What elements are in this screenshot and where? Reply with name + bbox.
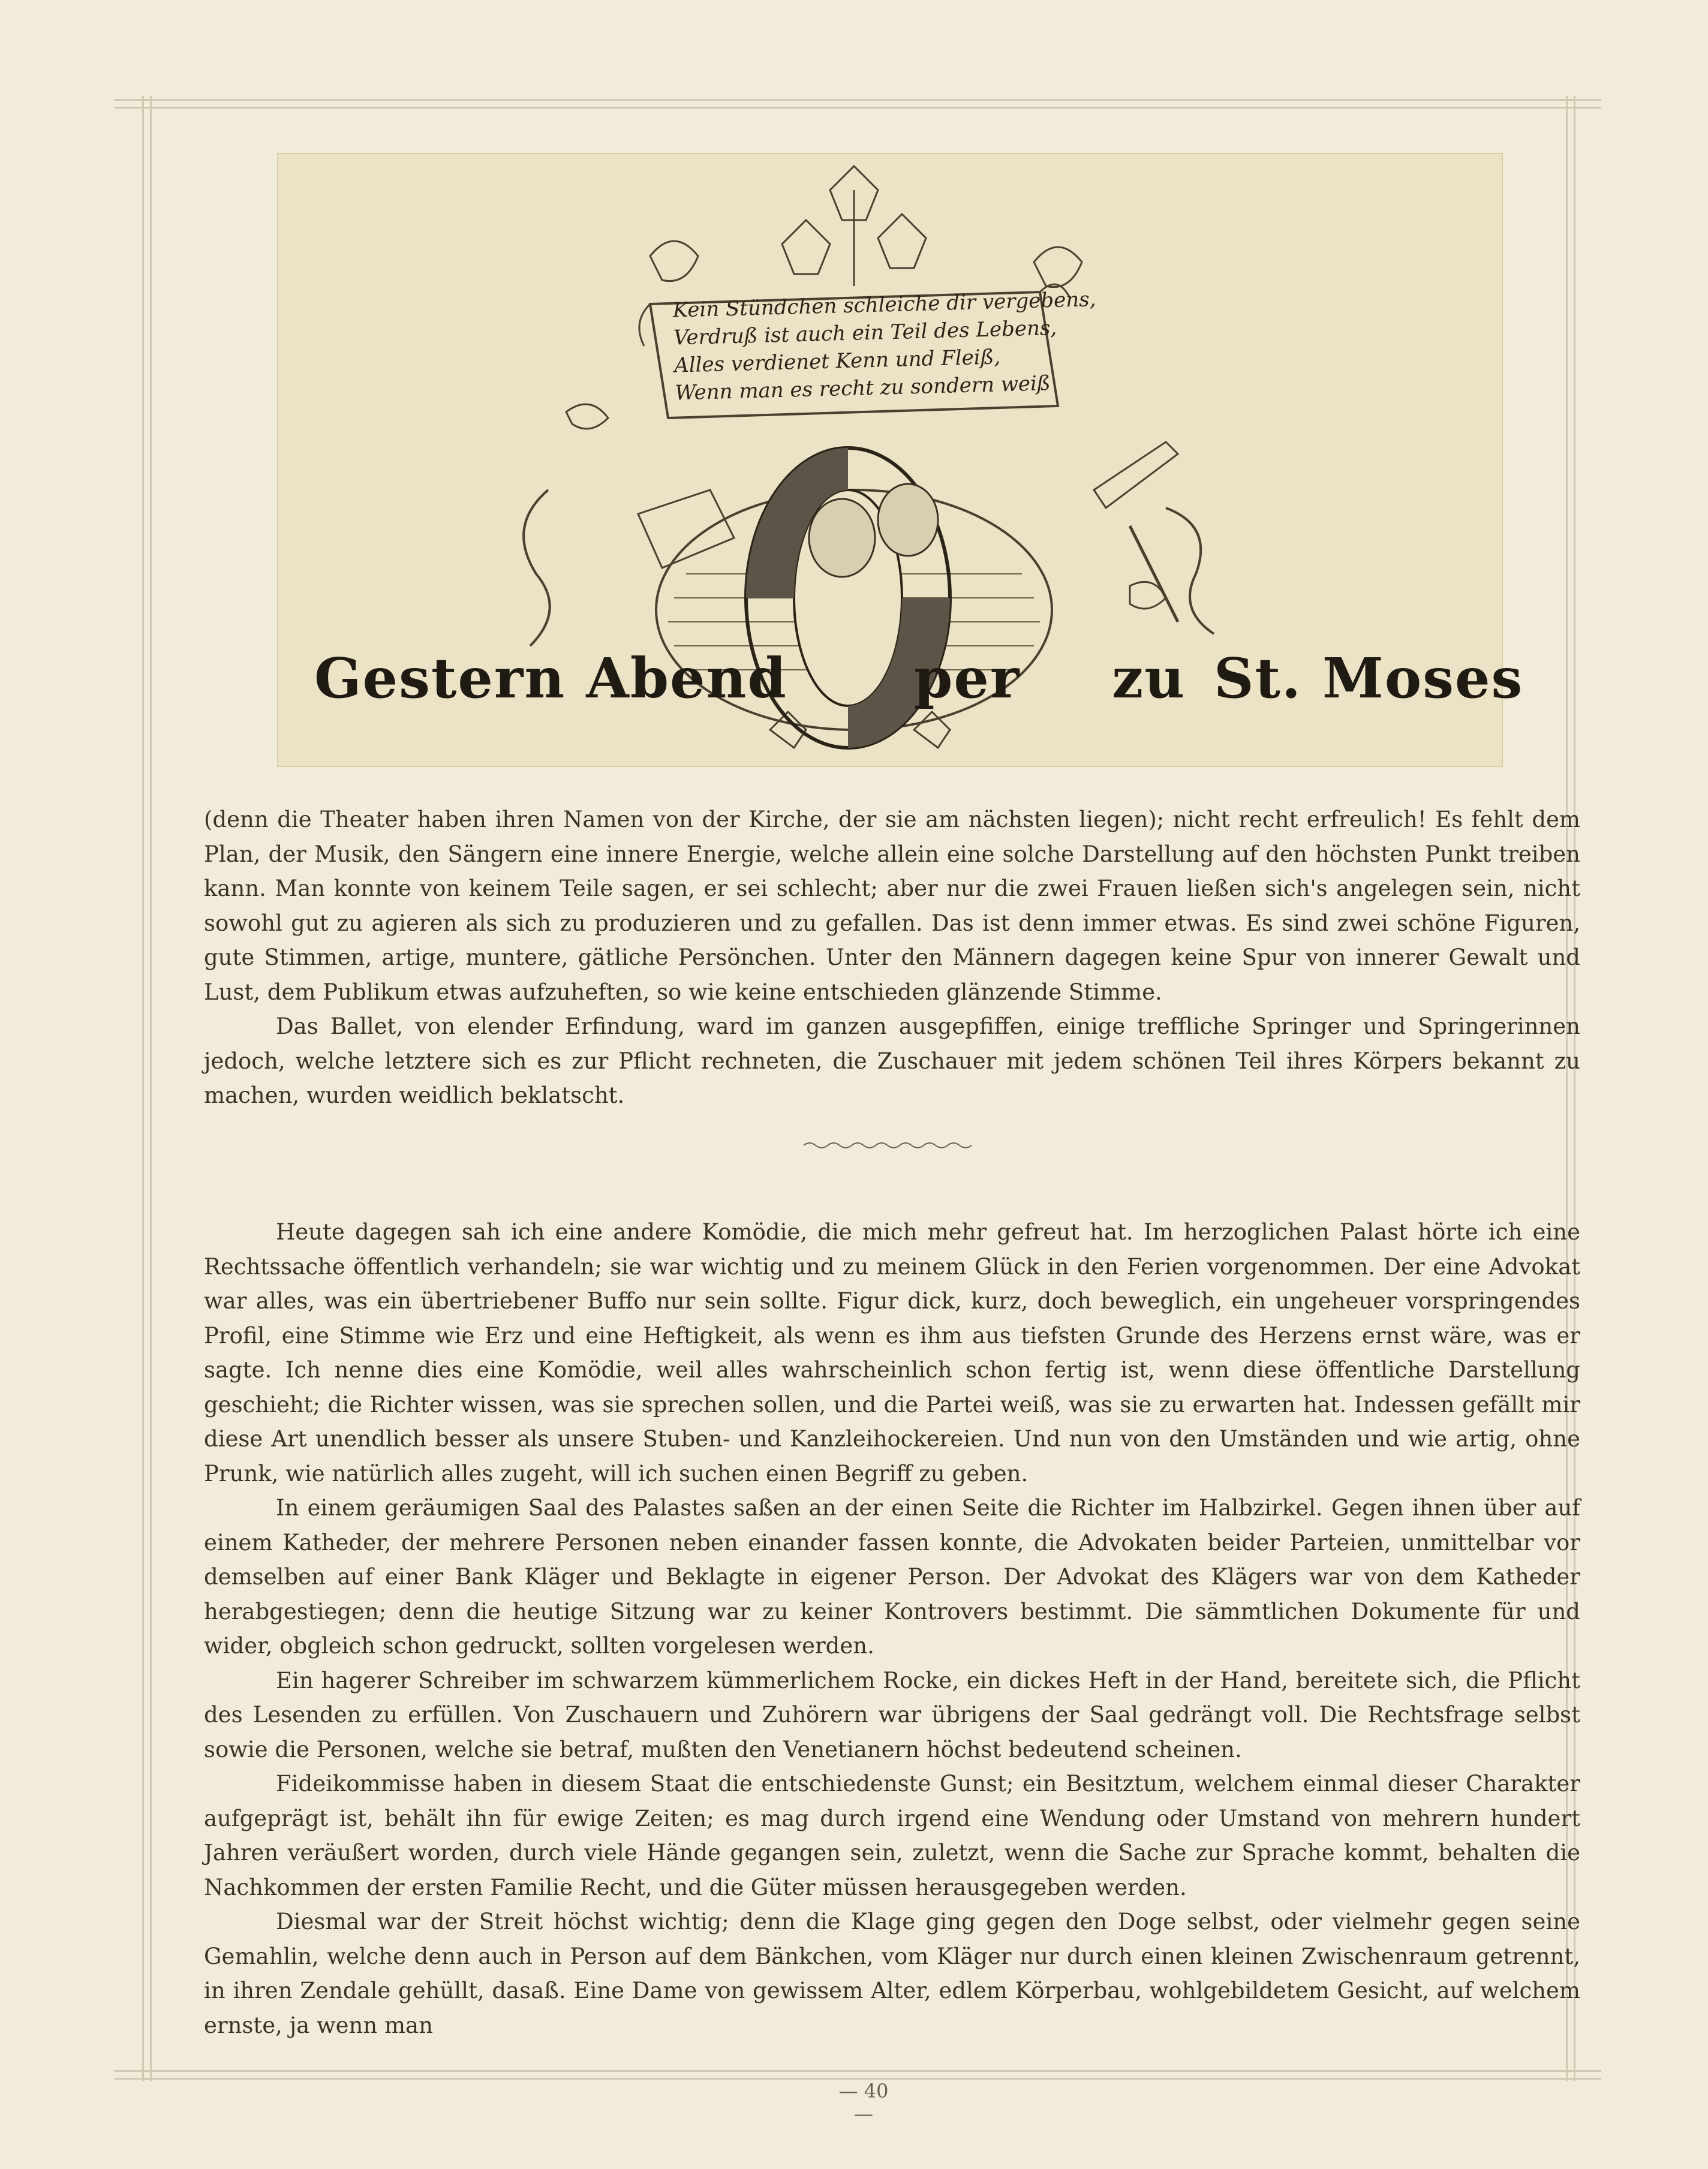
paragraph: (denn die Theater haben ihren Namen von der Kirche, der sie am nächsten liegen); nicht recht erfreulich! Es fehlt dem Plan, der Musik, den Sängern eine innere Energie, welche allein eine solche Darstellung auf den höchsten Punkt treiben kann. Man konnte von keinem Teile sagen, er sei schlecht; aber nur die zwei Frauen ließen sich's angelegen sein, nicht sowohl gut zu agieren als sich zu produzieren und zu gefallen. Das ist denn immer etwas. Es sind zwei schöne Figuren, gute Stimmen, artige, muntere, gätliche Persönchen. Unter den Männern dagegen keine Spur von innerer Gewalt und Lust, dem Publikum etwas aufzuheften, so wie keine entschieden glänzende Stimme. <box>204 807 1580 1005</box>
paragraph: Das Ballet, von elender Erfindung, ward im ganzen ausgepfiffen, einige treffliche Springer und Springerinnen jedoch, welche letztere sich es zur Pflicht rechneten, die Zuschauer mit jedem schönen Teil ihres Körpers bekannt zu machen, wurden weidlich beklatscht. <box>204 1013 1580 1108</box>
paragraph: Diesmal war der Streit höchst wichtig; denn die Klage ging gegen den Doge selbst, oder vielmehr gegen seine Gemahlin, welche denn auch in Person auf dem Bänkchen, vom Kläger nur durch einen kleinen Zwischenraum getrennt, in ihren Zendale gehüllt, dasaß. Eine Dame von gewissem Alter, edlem Körperbau, wohlgebildetem Gesicht, auf welchem ernste, ja wenn man <box>204 1909 1580 2038</box>
heading-part-st-moses: St. Moses <box>1214 646 1524 711</box>
motto-line: Verdruß ist auch ein Teil des Lebens, <box>673 315 1057 350</box>
chapter-heading <box>314 634 1524 724</box>
paragraph: In einem geräumigen Saal des Palastes saßen an der einen Seite die Richter im Halbzirkel. Gegen ihnen über auf einem Katheder, der mehrere Personen neben einander fassen konnte, die Advokaten beider Parteien, unmittelbar vor demselben auf einer Bank Kläger und Beklagte in eigener Person. Der Advokat des Klägers war von dem Katheder herabgestiegen; denn die heutige Sitzung war zu keiner Kontrovers bestimmt. Die sämmtlichen Dokumente für und wider, obgleich schon gedruckt, sollten vorgelesen werden. <box>204 1495 1580 1659</box>
paragraph: Fideikommisse haben in diesem Staat die entschiedenste Gunst; ein Besitztum, welchem einmal dieser Charakter aufgeprägt ist, behält ihn für ewige Zeiten; es mag durch irgend eine Wendung oder Umstand von mehrern hundert Jahren veräußert worden, durch viele Hände gegangen sein, zuletzt, wenn die Sache zur Sprache kommt, behalten die Nachkommen der ersten Familie Recht, und die Güter müssen herausgegeben werden. <box>204 1771 1580 1900</box>
text-section-court <box>204 1215 1580 2042</box>
paragraph: Heute dagegen sah ich eine andere Komödie, die mich mehr gefreut hat. Im herzoglichen Palast hörte ich eine Rechtssache öffentlich verhandeln; sie war wichtig und zu meinem Glück in den Ferien vorgenommen. Der eine Advokat war alles, was ein übertriebener Buffo nur sein sollte. Figur dick, kurz, doch beweglich, ein ungeheuer vorspringendes Profil, eine Stimme wie Erz und eine Heftigkeit, als wenn es ihm aus tiefsten Grunde des Herzens ernst wäre, was er sagte. Ich nenne dies eine Komödie, weil alles wahrscheinlich schon fertig ist, wenn diese öffentliche Darstellung geschieht; die Richter wissen, was sie sprechen sollen, und die Partei weiß, was sie zu erwarten hat. Indessen gefällt mir diese Art unendlich besser als unsere Stuben- und Kanzleihockereien. Und nun von den Umständen und wie artig, ohne Prunk, wie natürlich alles zugeht, will ich suchen einen Begriff zu geben. <box>204 1219 1580 1487</box>
motto-line: Alles verdienet Kenn und Fleiß, <box>673 345 1001 378</box>
heading-part-zu: zu <box>1112 646 1186 711</box>
page-number: — 40 — <box>838 2080 889 2125</box>
paragraph: Ein hagerer Schreiber im schwarzem kümmerlichem Rocke, ein dickes Heft in der Hand, bereitete sich, die Pflicht des Lesenden zu erfüllen. Von Zuschauern und Zuhörern war übrigens der Saal gedrängt voll. Die Rechtsfrage selbst sowie die Personen, welche sie betraf, mußten den Venetianern höchst bedeutend scheinen. <box>204 1667 1580 1762</box>
page-frame-top <box>114 99 1601 109</box>
motto-line: Kein Stündchen schleiche dir vergebens, <box>672 287 1096 323</box>
page-frame-bottom <box>114 2070 1601 2080</box>
wavy-divider <box>804 1139 972 1151</box>
motto-verse <box>672 287 1096 428</box>
page-frame-left <box>142 96 152 2081</box>
header-illustration <box>277 153 1524 767</box>
text-section-opera <box>204 802 1580 1113</box>
motto-line: Wenn man es recht zu sondern weiß <box>674 371 1051 405</box>
heading-part-gestern-abend: Gestern Abend <box>314 646 787 711</box>
heading-part-per: per <box>914 646 1021 711</box>
